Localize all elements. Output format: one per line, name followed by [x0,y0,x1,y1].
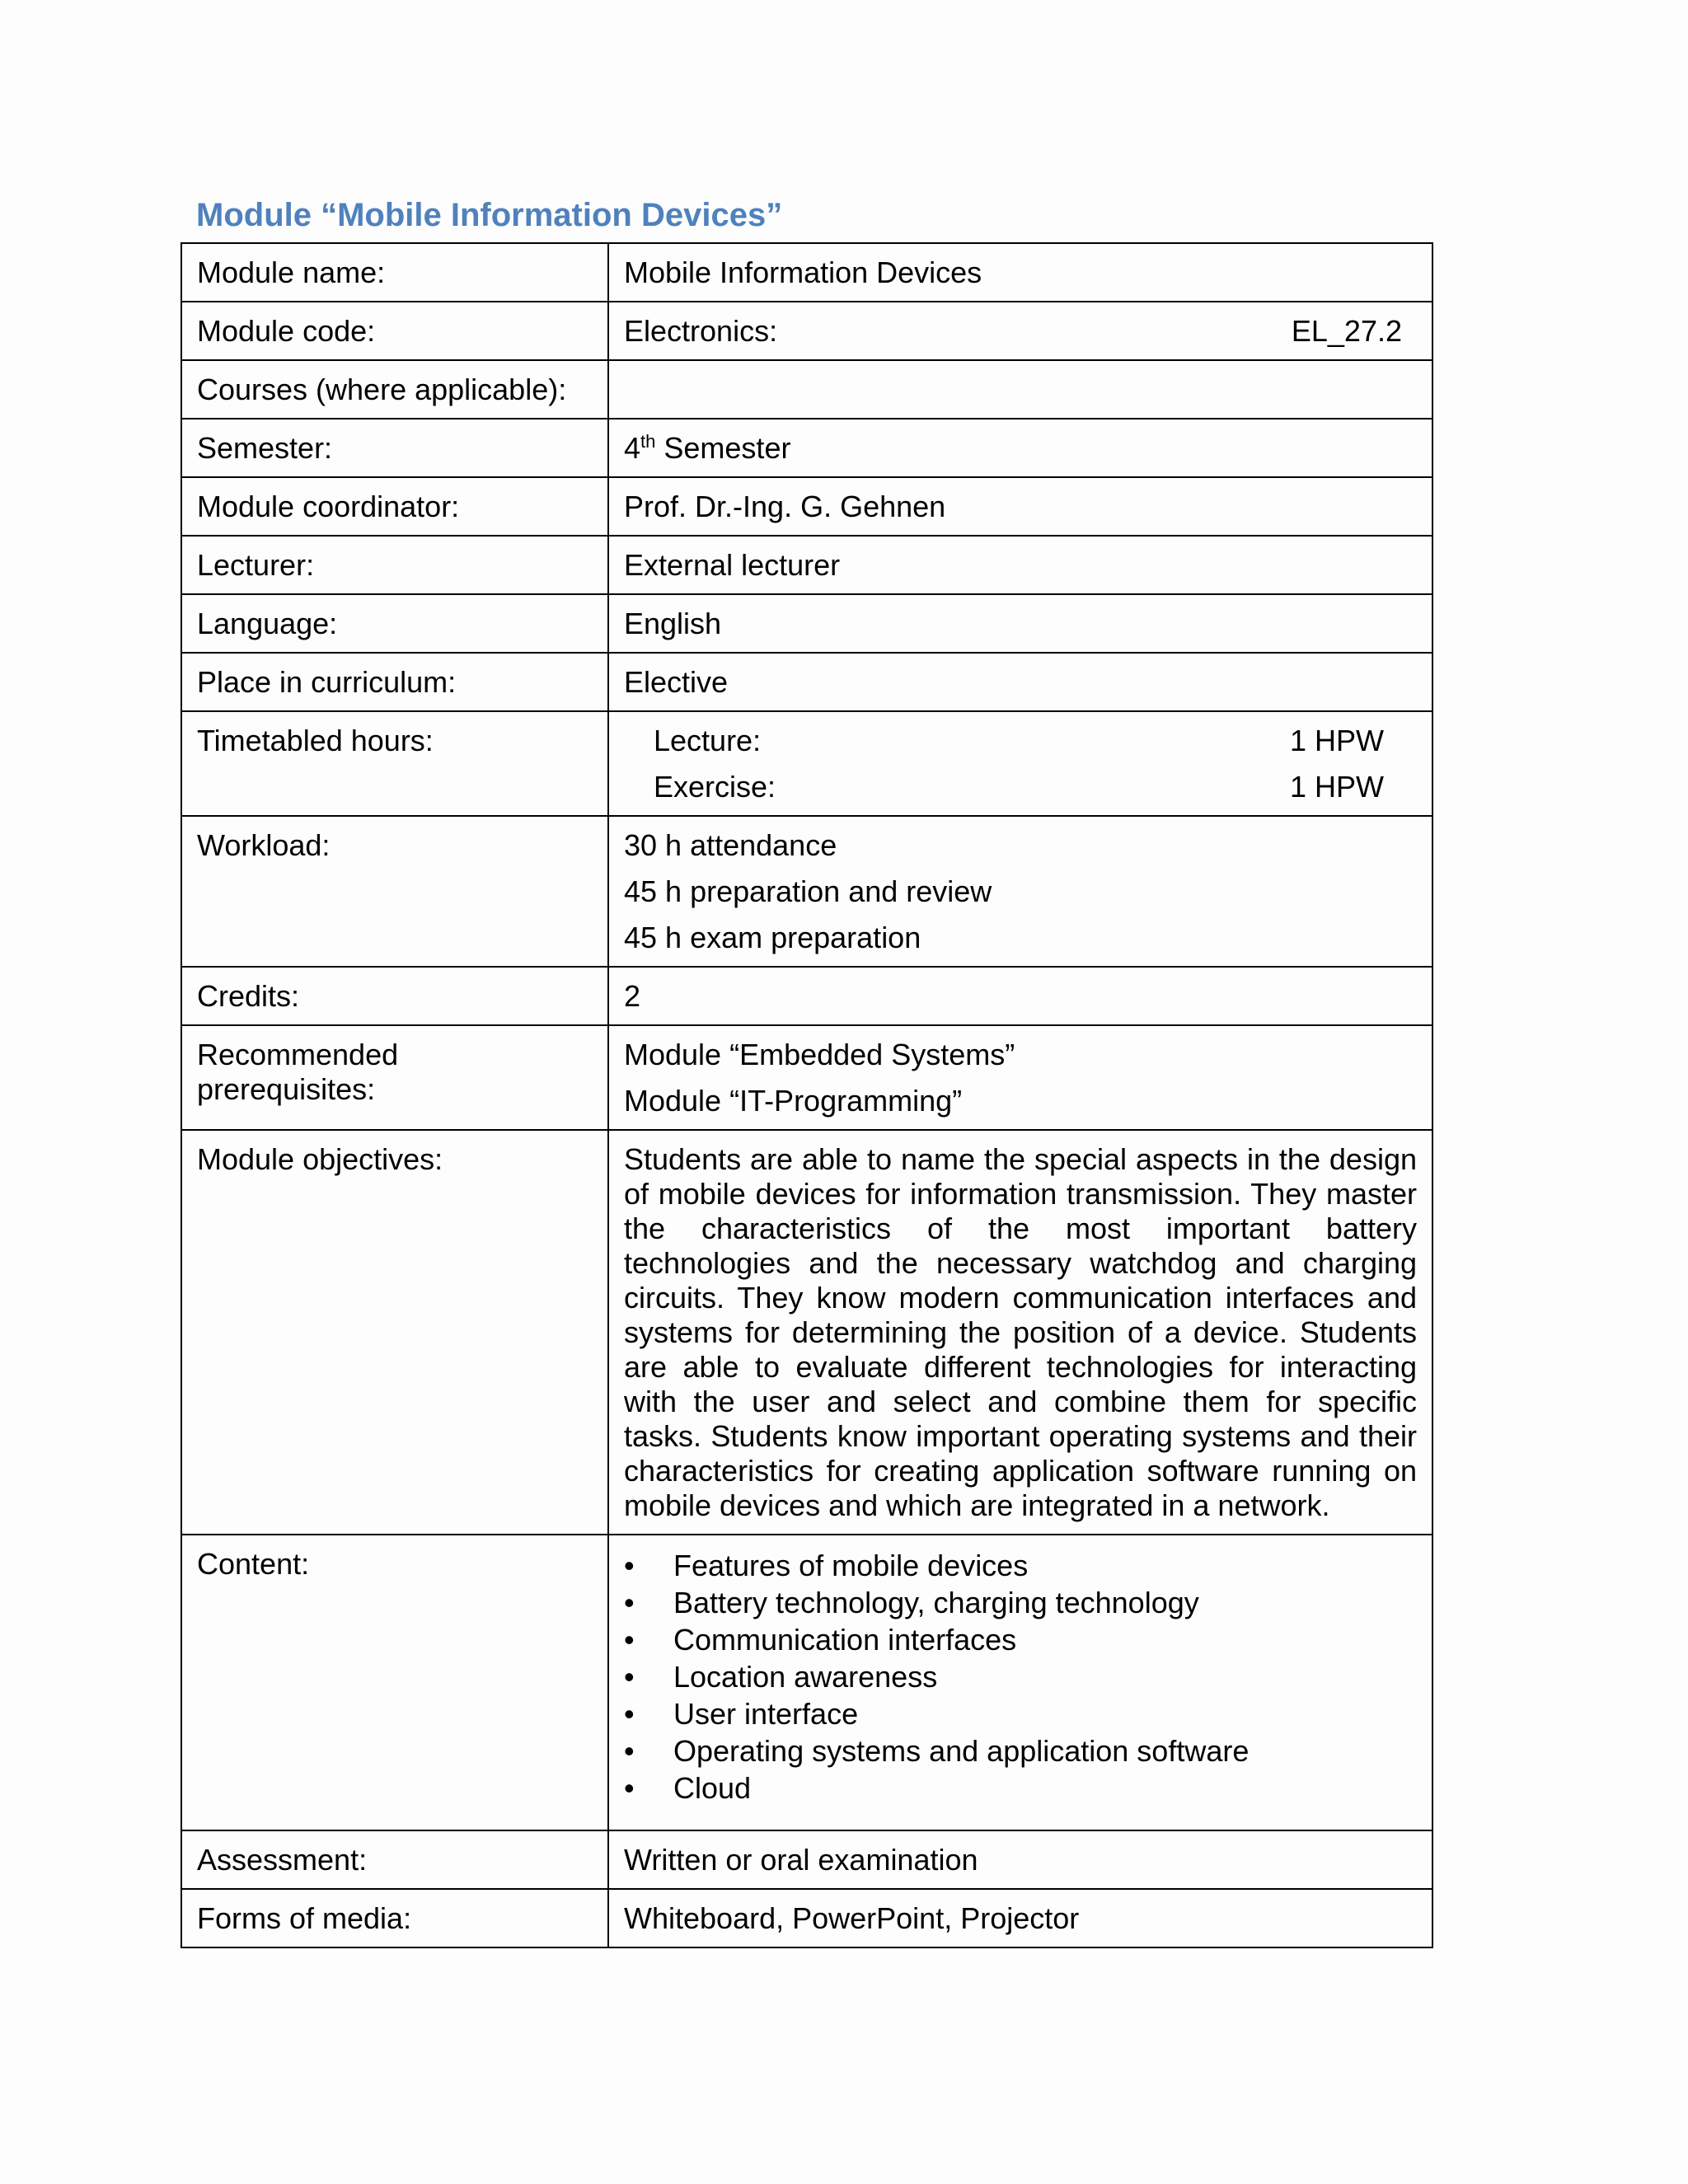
table-row-language [181,594,1432,653]
prerequisite-item: Module “Embedded Systems” [624,1038,1015,1071]
row-label: Module code: [181,302,608,360]
row-label: Forms of media: [181,1889,608,1947]
table-row-module-name [181,243,1432,302]
row-value [608,1025,1432,1130]
row-value: External lecturer [608,536,1432,594]
bullet-icon: • [624,1623,635,1657]
hours-row-exercise [654,770,1417,804]
row-value: 2 [608,967,1432,1025]
table-row-prerequisites [181,1025,1432,1130]
page-title: Module “Mobile Information Devices” [196,197,783,233]
table-row-coordinator [181,477,1432,536]
objectives-text: Students are able to name the special aspects in the design of mobile devices for information transmission. They master the characteristics of the most important battery technologies and the necessary watchdog and charging circuits. They know modern communication interfaces and systems for determining the position of a device. Students are able to evaluate different technologies for interacting with the user and select and combine them for specific tasks. Students know important operating systems and their characteristics for creating application software running on mobile devices and which are integrated in a network. [624,1142,1417,1522]
row-value [608,302,1432,360]
hours-row-lecture [654,724,1417,758]
list-item-text: Communication interfaces [673,1623,1017,1657]
table-row-lecturer [181,536,1432,594]
prerequisite-item: Module “IT-Programming” [624,1084,963,1118]
bullet-icon: • [624,1771,635,1805]
list-item [624,1658,1417,1695]
row-label: Language: [181,594,608,653]
row-label [181,1025,608,1130]
row-value: English [608,594,1432,653]
row-label: Courses (where applicable): [181,360,608,419]
row-label: Content: [181,1535,608,1830]
row-label-line: prerequisites: [197,1072,376,1106]
row-label: Timetabled hours: [181,711,608,816]
list-item-text: Features of mobile devices [673,1549,1029,1582]
bullet-icon: • [624,1549,635,1582]
row-value: Whiteboard, PowerPoint, Projector [608,1889,1432,1947]
list-item [624,1621,1417,1658]
list-item [624,1547,1417,1584]
row-label: Place in curriculum: [181,653,608,711]
row-value: Elective [608,653,1432,711]
row-value [608,419,1432,477]
workload-line: 45 h exam preparation [624,921,921,954]
semester-word: Semester [655,431,791,465]
list-item-text: Cloud [673,1771,752,1805]
table-row-semester [181,419,1432,477]
row-label: Module objectives: [181,1130,608,1535]
table-row-workload [181,816,1432,967]
list-item [624,1695,1417,1732]
row-value [608,360,1432,419]
bullet-icon: • [624,1586,635,1619]
table-row-courses [181,360,1432,419]
list-item-text: User interface [673,1697,859,1731]
hours-type: Exercise: [654,770,776,804]
table-row-timetabled-hours [181,711,1432,816]
row-label: Module coordinator: [181,477,608,536]
hours-type: Lecture: [654,724,762,757]
table-row-module-code [181,302,1432,360]
row-value [608,1130,1432,1535]
list-item [624,1769,1417,1807]
module-code-category: Electronics: [624,314,778,348]
list-item [624,1584,1417,1621]
bullet-icon: • [624,1660,635,1694]
row-label: Semester: [181,419,608,477]
module-code-id: EL_27.2 [1291,314,1402,348]
semester-number: 4 [624,431,641,465]
row-value [608,1535,1432,1830]
row-label: Lecturer: [181,536,608,594]
hours-amount: 1 HPW [1289,770,1384,804]
bullet-icon: • [624,1734,635,1768]
table-row-place [181,653,1432,711]
row-value: Mobile Information Devices [608,243,1432,302]
row-label: Workload: [181,816,608,967]
list-item [624,1732,1417,1769]
table-row-media [181,1889,1432,1947]
table-row-credits [181,967,1432,1025]
row-value: Prof. Dr.-Ing. G. Gehnen [608,477,1432,536]
row-label: Credits: [181,967,608,1025]
hours-amount: 1 HPW [1289,724,1384,757]
row-label: Assessment: [181,1830,608,1889]
list-item-text: Battery technology, charging technology [673,1586,1199,1619]
semester-ordinal-suffix: th [640,431,656,452]
row-label-line: Recommended [197,1038,399,1071]
content-list [624,1547,1417,1807]
bullet-icon: • [624,1697,635,1731]
list-item-text: Location awareness [673,1660,938,1694]
row-value [608,816,1432,967]
row-value [608,711,1432,816]
table-row-assessment [181,1830,1432,1889]
module-table [181,242,1433,1948]
row-value: Written or oral examination [608,1830,1432,1889]
table-row-content [181,1535,1432,1830]
table-row-objectives [181,1130,1432,1535]
row-label: Module name: [181,243,608,302]
workload-line: 30 h attendance [624,828,837,862]
workload-line: 45 h preparation and review [624,874,992,908]
list-item-text: Operating systems and application software [673,1734,1250,1768]
